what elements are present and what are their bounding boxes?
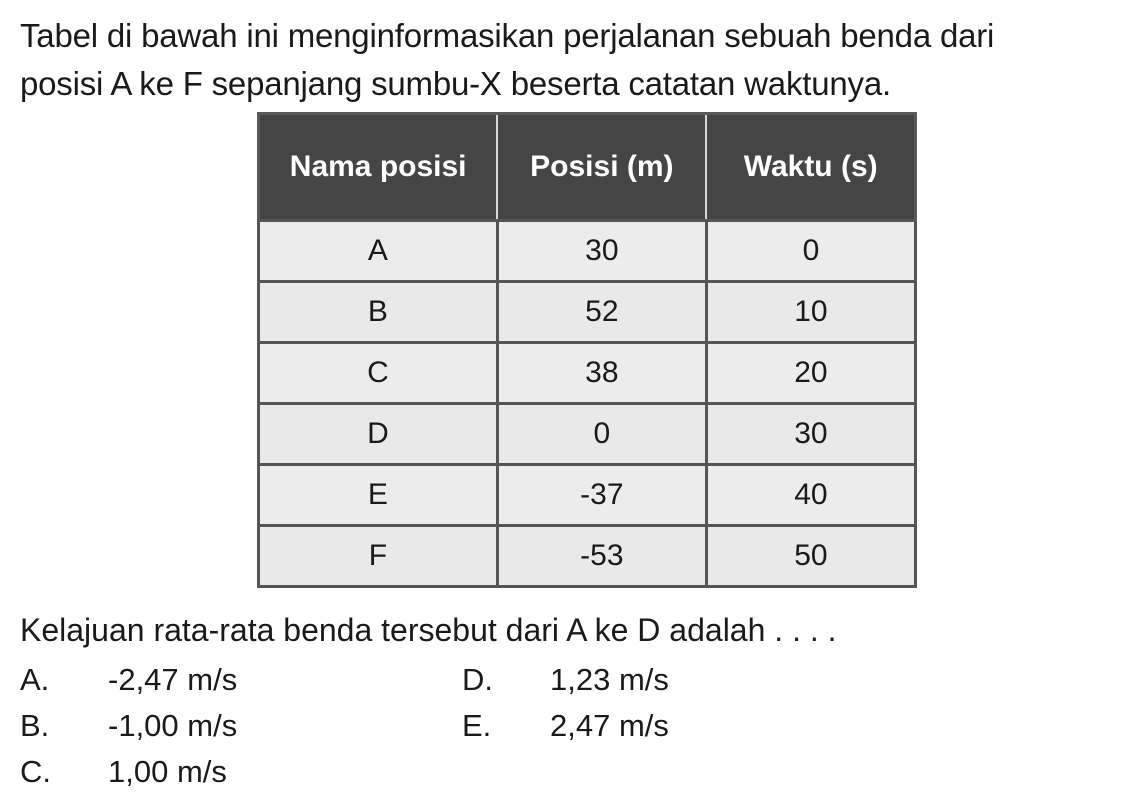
option-a[interactable] [20, 662, 237, 698]
option-text: 1,00 m/s [108, 754, 227, 789]
cell-time: 0 [706, 221, 915, 282]
cell-name: B [259, 282, 498, 343]
position-time-table [257, 112, 917, 588]
option-letter: B. [20, 708, 50, 743]
option-e[interactable] [462, 708, 669, 744]
table-row [259, 282, 916, 343]
cell-time: 50 [706, 526, 915, 587]
option-b[interactable] [20, 708, 237, 744]
table-row [259, 465, 916, 526]
option-text: -1,00 m/s [108, 708, 238, 743]
cell-name: A [259, 221, 498, 282]
table-header-row [259, 114, 916, 221]
option-letter: E. [462, 708, 492, 743]
cell-position: 30 [497, 221, 706, 282]
cell-time: 10 [706, 282, 915, 343]
cell-position: 52 [497, 282, 706, 343]
option-text: 2,47 m/s [550, 708, 669, 743]
option-letter: D. [462, 662, 493, 697]
option-letter: A. [20, 662, 50, 697]
cell-time: 40 [706, 465, 915, 526]
intro-text [20, 12, 1120, 108]
cell-name: E [259, 465, 498, 526]
cell-name: F [259, 526, 498, 587]
table-row [259, 221, 916, 282]
option-d[interactable] [462, 662, 669, 698]
header-posisi: Posisi (m) [497, 114, 706, 221]
cell-position: 0 [497, 404, 706, 465]
cell-time: 20 [706, 343, 915, 404]
cell-name: C [259, 343, 498, 404]
header-waktu: Waktu (s) [706, 114, 915, 221]
cell-time: 30 [706, 404, 915, 465]
option-letter: C. [20, 754, 51, 789]
option-text: -2,47 m/s [108, 662, 238, 697]
table-row [259, 343, 916, 404]
header-nama-posisi: Nama posisi [259, 114, 498, 221]
table-row [259, 404, 916, 465]
option-c[interactable] [20, 754, 227, 790]
cell-position: -37 [497, 465, 706, 526]
intro-line-1: Tabel di bawah ini menginformasikan perjalanan sebuah benda dari [20, 17, 995, 54]
cell-position: -53 [497, 526, 706, 587]
cell-name: D [259, 404, 498, 465]
option-text: 1,23 m/s [550, 662, 669, 697]
intro-line-2: posisi A ke F sepanjang sumbu-X beserta catatan waktunya. [20, 65, 891, 102]
table-row [259, 526, 916, 587]
cell-position: 38 [497, 343, 706, 404]
question-text: Kelajuan rata-rata benda tersebut dari A ke D adalah . . . . [20, 612, 837, 648]
